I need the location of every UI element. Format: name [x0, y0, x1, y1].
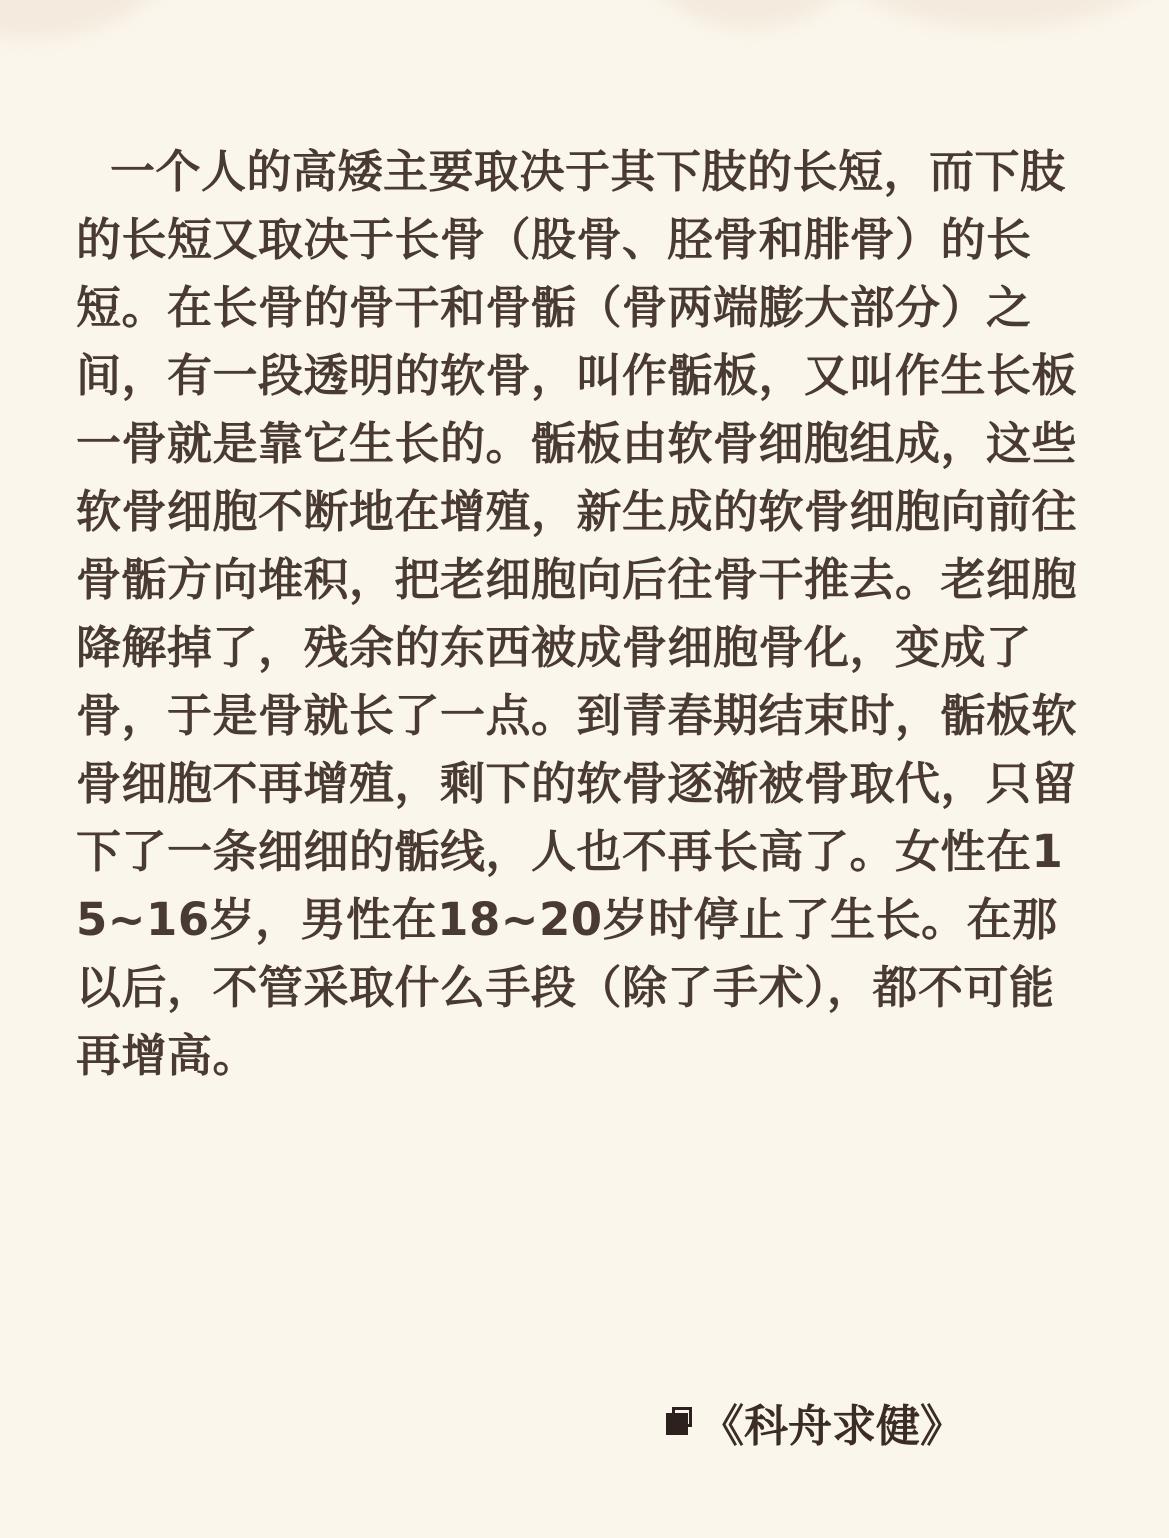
source-citation	[666, 1392, 964, 1452]
source-title: 《科舟求健》	[700, 1401, 964, 1452]
article-paragraph: 一个人的高矮主要取决于其下肢的长短，而下肢的长短又取决于长骨（股骨、胫骨和腓骨）的长短。在长骨的骨干和骨骺（骨两端膨大部分）之间，有一段透明的软骨，叫作骺板，又叫作生长板一骨就是靠它生长的。骺板由软骨细胞组成，这些软骨细胞不断地在增殖，新生成的软骨细胞向前往骨骺方向堆积，把老细胞向后往骨干推去。老细胞降解掉了，残余的东西被成骨细胞骨化，变成了骨，于是骨就长了一点。到青春期结束时，骺板软骨细胞不再增殖，剩下的软骨逐渐被骨取代，只留下了一条细细的骺线，人也不再长高了。女性在15~16岁，男性在18~20岁时停止了生长。在那以后，不管采取什么手段（除了手术），都不可能再增高。	[76, 145, 1078, 1082]
copy-squares-icon	[666, 1407, 696, 1437]
copy-square-front	[666, 1413, 688, 1435]
